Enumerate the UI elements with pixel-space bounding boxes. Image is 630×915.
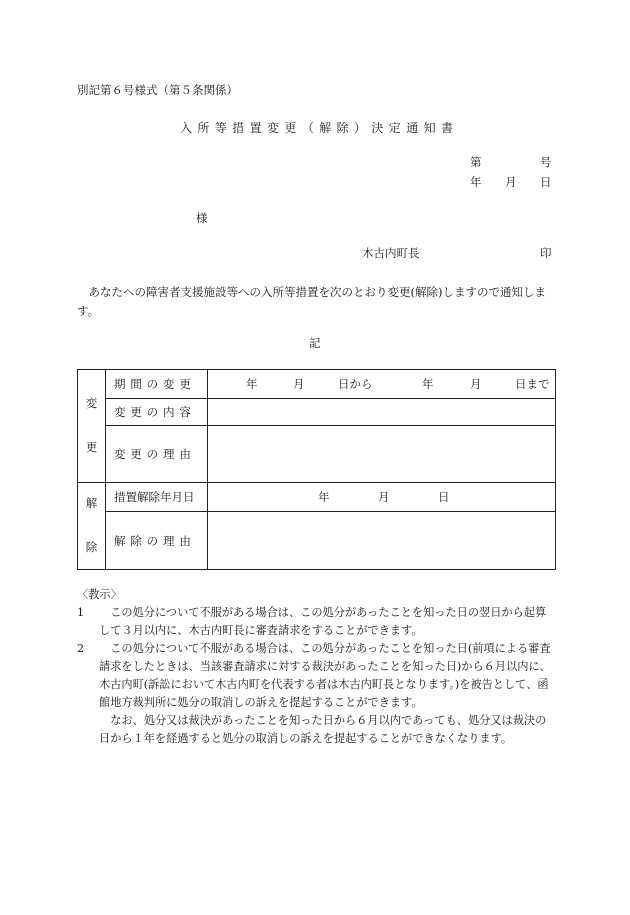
notice-item-1-text: この処分について不服がある場合は、この処分があったことを知った日の翌日から起算して３月以内に、木古内町長に審査請求をすることができます。 [99,606,547,637]
notice-heading: 〈教示〉 [77,588,122,601]
period-until: 日まで [515,377,550,391]
change-group-char-1: 変 [85,396,98,411]
notice-item-2 [77,640,557,712]
notice-item-2-text: この処分について不服がある場合は、この処分があったことを知った日(前項による審査請求をしたときは、当該審査請求に対する裁決があったことを知った日)から６月以内に、木古内町(訴訟において木古内町を代表する者は木古内町長となります。)を被告として、函館地方裁判所に処分の取消しの訴えを提起することができます。 [99,642,551,709]
release-month: 月 [378,490,390,504]
date-year: 年 [470,175,482,189]
period-year1: 年 [246,377,258,391]
issuer-title: 木古内町長 [362,246,420,260]
period-month1: 月 [293,377,305,391]
change-group-char-2: 更 [85,440,98,454]
period-label: 期間の変更 [106,370,208,399]
release-year: 年 [318,490,330,504]
notice-item-1-number: 1 [77,606,85,619]
form-table [77,369,556,570]
release-date-value[interactable] [208,483,556,512]
release-reason-value[interactable] [208,512,556,570]
release-date-label: 措置解除年月日 [106,483,208,512]
change-reason-value[interactable] [208,426,556,483]
period-from: 日から [338,377,373,391]
period-year2: 年 [422,377,434,391]
notice-section [77,586,557,748]
release-group-cell [78,483,106,570]
ki-label: 記 [309,336,321,350]
seal-mark: 印 [540,246,552,260]
content-value[interactable] [208,399,556,426]
release-reason-label: 解除の理由 [106,512,208,570]
date-day: 日 [540,175,552,189]
notice-note [77,712,557,748]
change-reason-label: 変更の理由 [106,426,208,483]
period-month2: 月 [470,377,482,391]
document-number-suffix: 号 [540,155,552,169]
addressee-honorific: 様 [196,211,208,225]
form-reference: 別記第６号様式（第５条関係） [77,83,238,97]
body-text: あなたへの障害者支援施設等への入所等措置を次のとおり変更(解除)しますので通知します。 [77,285,546,318]
date-month: 月 [505,175,517,189]
release-day: 日 [438,490,450,504]
document-number-prefix: 第 [470,155,482,169]
content-label: 変更の内容 [106,399,208,426]
document-title: 入所等措置変更（解除）決定通知書 [180,121,459,135]
release-group-char-2: 除 [85,540,98,554]
release-group-char-1: 解 [85,496,98,511]
notice-note-text: なお、処分又は裁決があったことを知った日から６月以内であっても、処分又は裁決の日から１年を経過すると処分の取消しの訴えを提起することができなくなります。 [99,714,547,745]
notice-item-1 [77,604,557,640]
period-value[interactable] [208,370,556,399]
notice-item-2-number: 2 [77,642,85,655]
change-group-cell [78,370,106,483]
